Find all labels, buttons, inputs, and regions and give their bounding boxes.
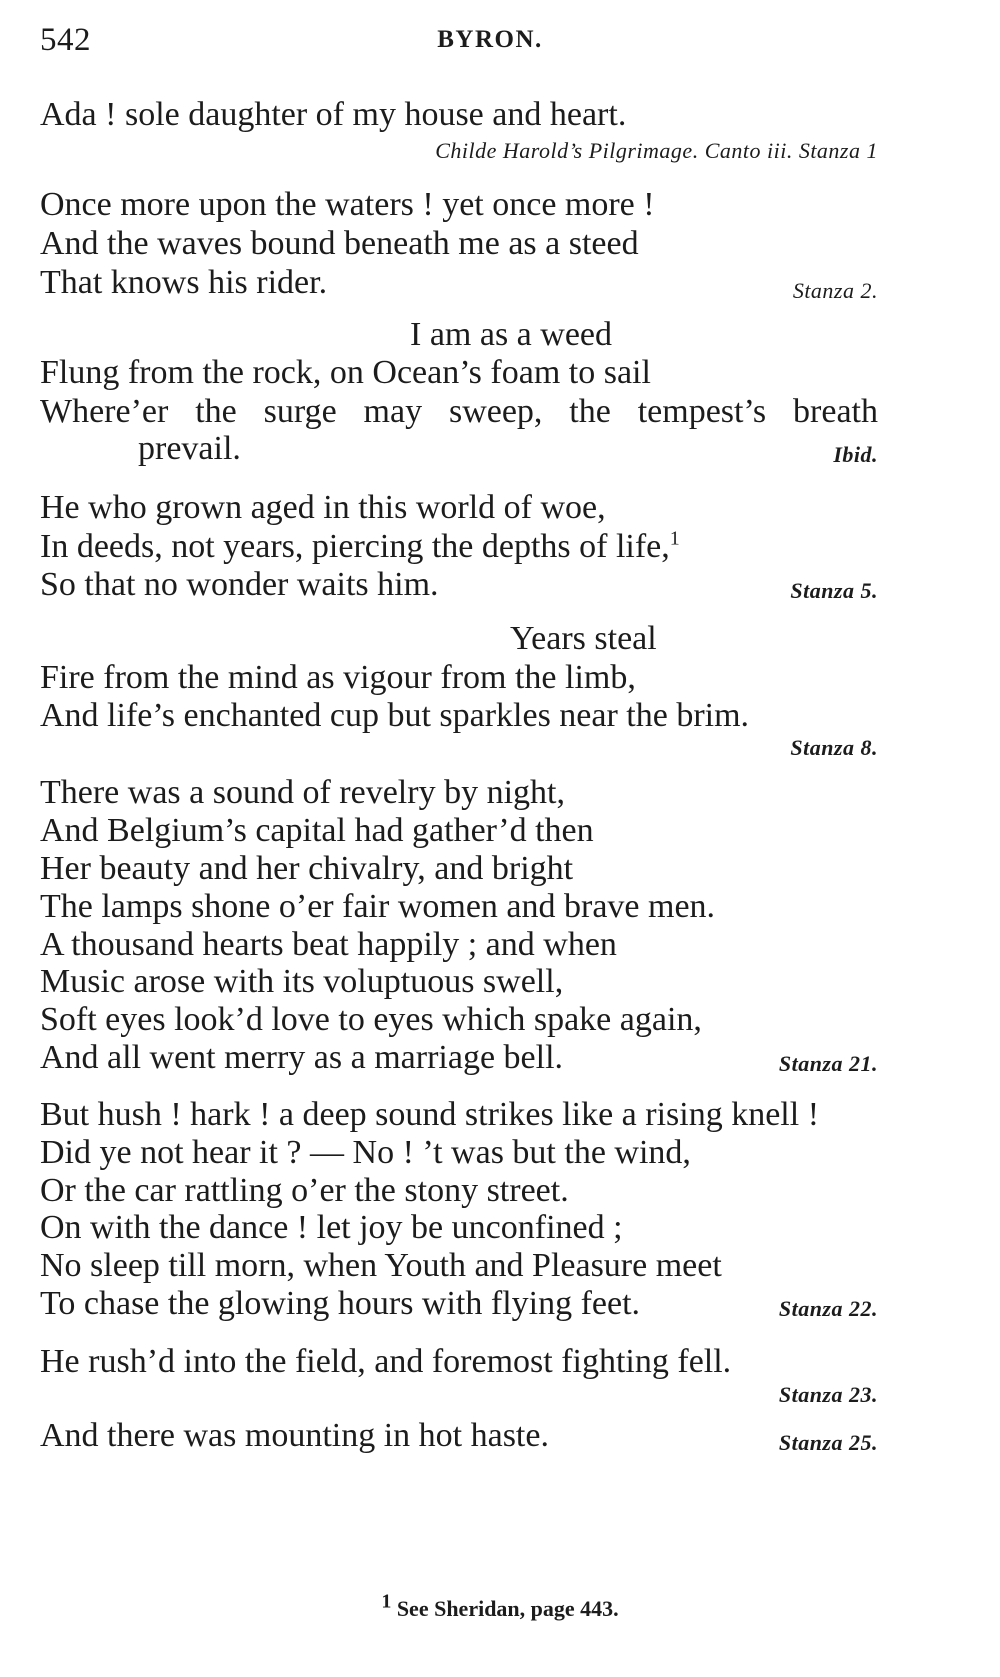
citation: Stanza 25.: [778, 1430, 878, 1455]
footnote-marker: 1: [669, 527, 680, 550]
verse-line: I am as a weed: [410, 316, 613, 353]
verse-line: prevail.: [138, 430, 241, 467]
footnote-marker: 1: [381, 1590, 392, 1613]
citation: Ibid.: [833, 442, 878, 467]
verse-line: Where’er the surge may sweep, the tempest’s breath: [40, 393, 878, 430]
verse-line: Ada ! sole daughter of my house and heart.: [40, 96, 627, 133]
verse-line: Flung from the rock, on Ocean’s foam to sail: [40, 354, 651, 391]
verse-line: [40, 527, 680, 565]
citation: Stanza 21.: [778, 1051, 878, 1076]
verse-line: And there was mounting in hot haste.: [40, 1417, 549, 1454]
citation: Stanza 23.: [778, 1382, 878, 1407]
verse-line: And Belgium’s capital had gather’d then: [40, 812, 594, 849]
verse-line: Music arose with its voluptuous swell,: [40, 963, 564, 1000]
verse-line: To chase the glowing hours with flying feet.: [40, 1285, 641, 1322]
citation: Stanza 22.: [778, 1296, 878, 1321]
verse-line: No sleep till morn, when Youth and Pleasure meet: [40, 1247, 722, 1284]
verse-line: A thousand hearts beat happily ; and when: [40, 926, 617, 963]
verse-line: Her beauty and her chivalry, and bright: [40, 850, 574, 887]
verse-line: The lamps shone o’er fair women and brave men.: [40, 888, 716, 925]
footnote-text: See Sheridan, page 443.: [396, 1596, 619, 1621]
page-header: [40, 22, 940, 66]
verse-line: Years steal: [510, 620, 657, 657]
verse-line: And life’s enchanted cup but sparkles near the brim.: [40, 697, 750, 734]
verse-line: But hush ! hark ! a deep sound strikes like a rising knell !: [40, 1096, 820, 1133]
verse-line: On with the dance ! let joy be unconfined ;: [40, 1209, 623, 1246]
citation: Childe Harold’s Pilgrimage. Canto iii. Stanza 1: [435, 138, 878, 163]
verse-line: And all went merry as a marriage bell.: [40, 1039, 564, 1076]
page-number: 542: [40, 22, 91, 58]
verse-line: Or the car rattling o’er the stony street.: [40, 1172, 569, 1209]
footnote: [0, 1590, 1000, 1622]
verse-line: Soft eyes look’d love to eyes which spake again,: [40, 1001, 702, 1038]
verse-line: Fire from the mind as vigour from the limb,: [40, 659, 636, 696]
verse-line: There was a sound of revelry by night,: [40, 774, 565, 811]
verse-line: Once more upon the waters ! yet once more !: [40, 186, 655, 223]
verse-line: Did ye not hear it ? — No ! ’t was but the wind,: [40, 1134, 691, 1171]
verse-line: That knows his rider.: [40, 264, 328, 301]
citation: Stanza 2.: [792, 278, 878, 303]
verse-line: And the waves bound beneath me as a steed: [40, 225, 639, 262]
citation: Stanza 8.: [790, 735, 878, 760]
verse-line: He who grown aged in this world of woe,: [40, 489, 606, 526]
verse-line: So that no wonder waits him.: [40, 566, 439, 603]
verse-line-text: In deeds, not years, piercing the depths of life,: [40, 528, 670, 565]
citation: Stanza 5.: [790, 578, 878, 603]
running-head: BYRON.: [437, 26, 543, 53]
verse-line: He rush’d into the field, and foremost fighting fell.: [40, 1343, 732, 1380]
